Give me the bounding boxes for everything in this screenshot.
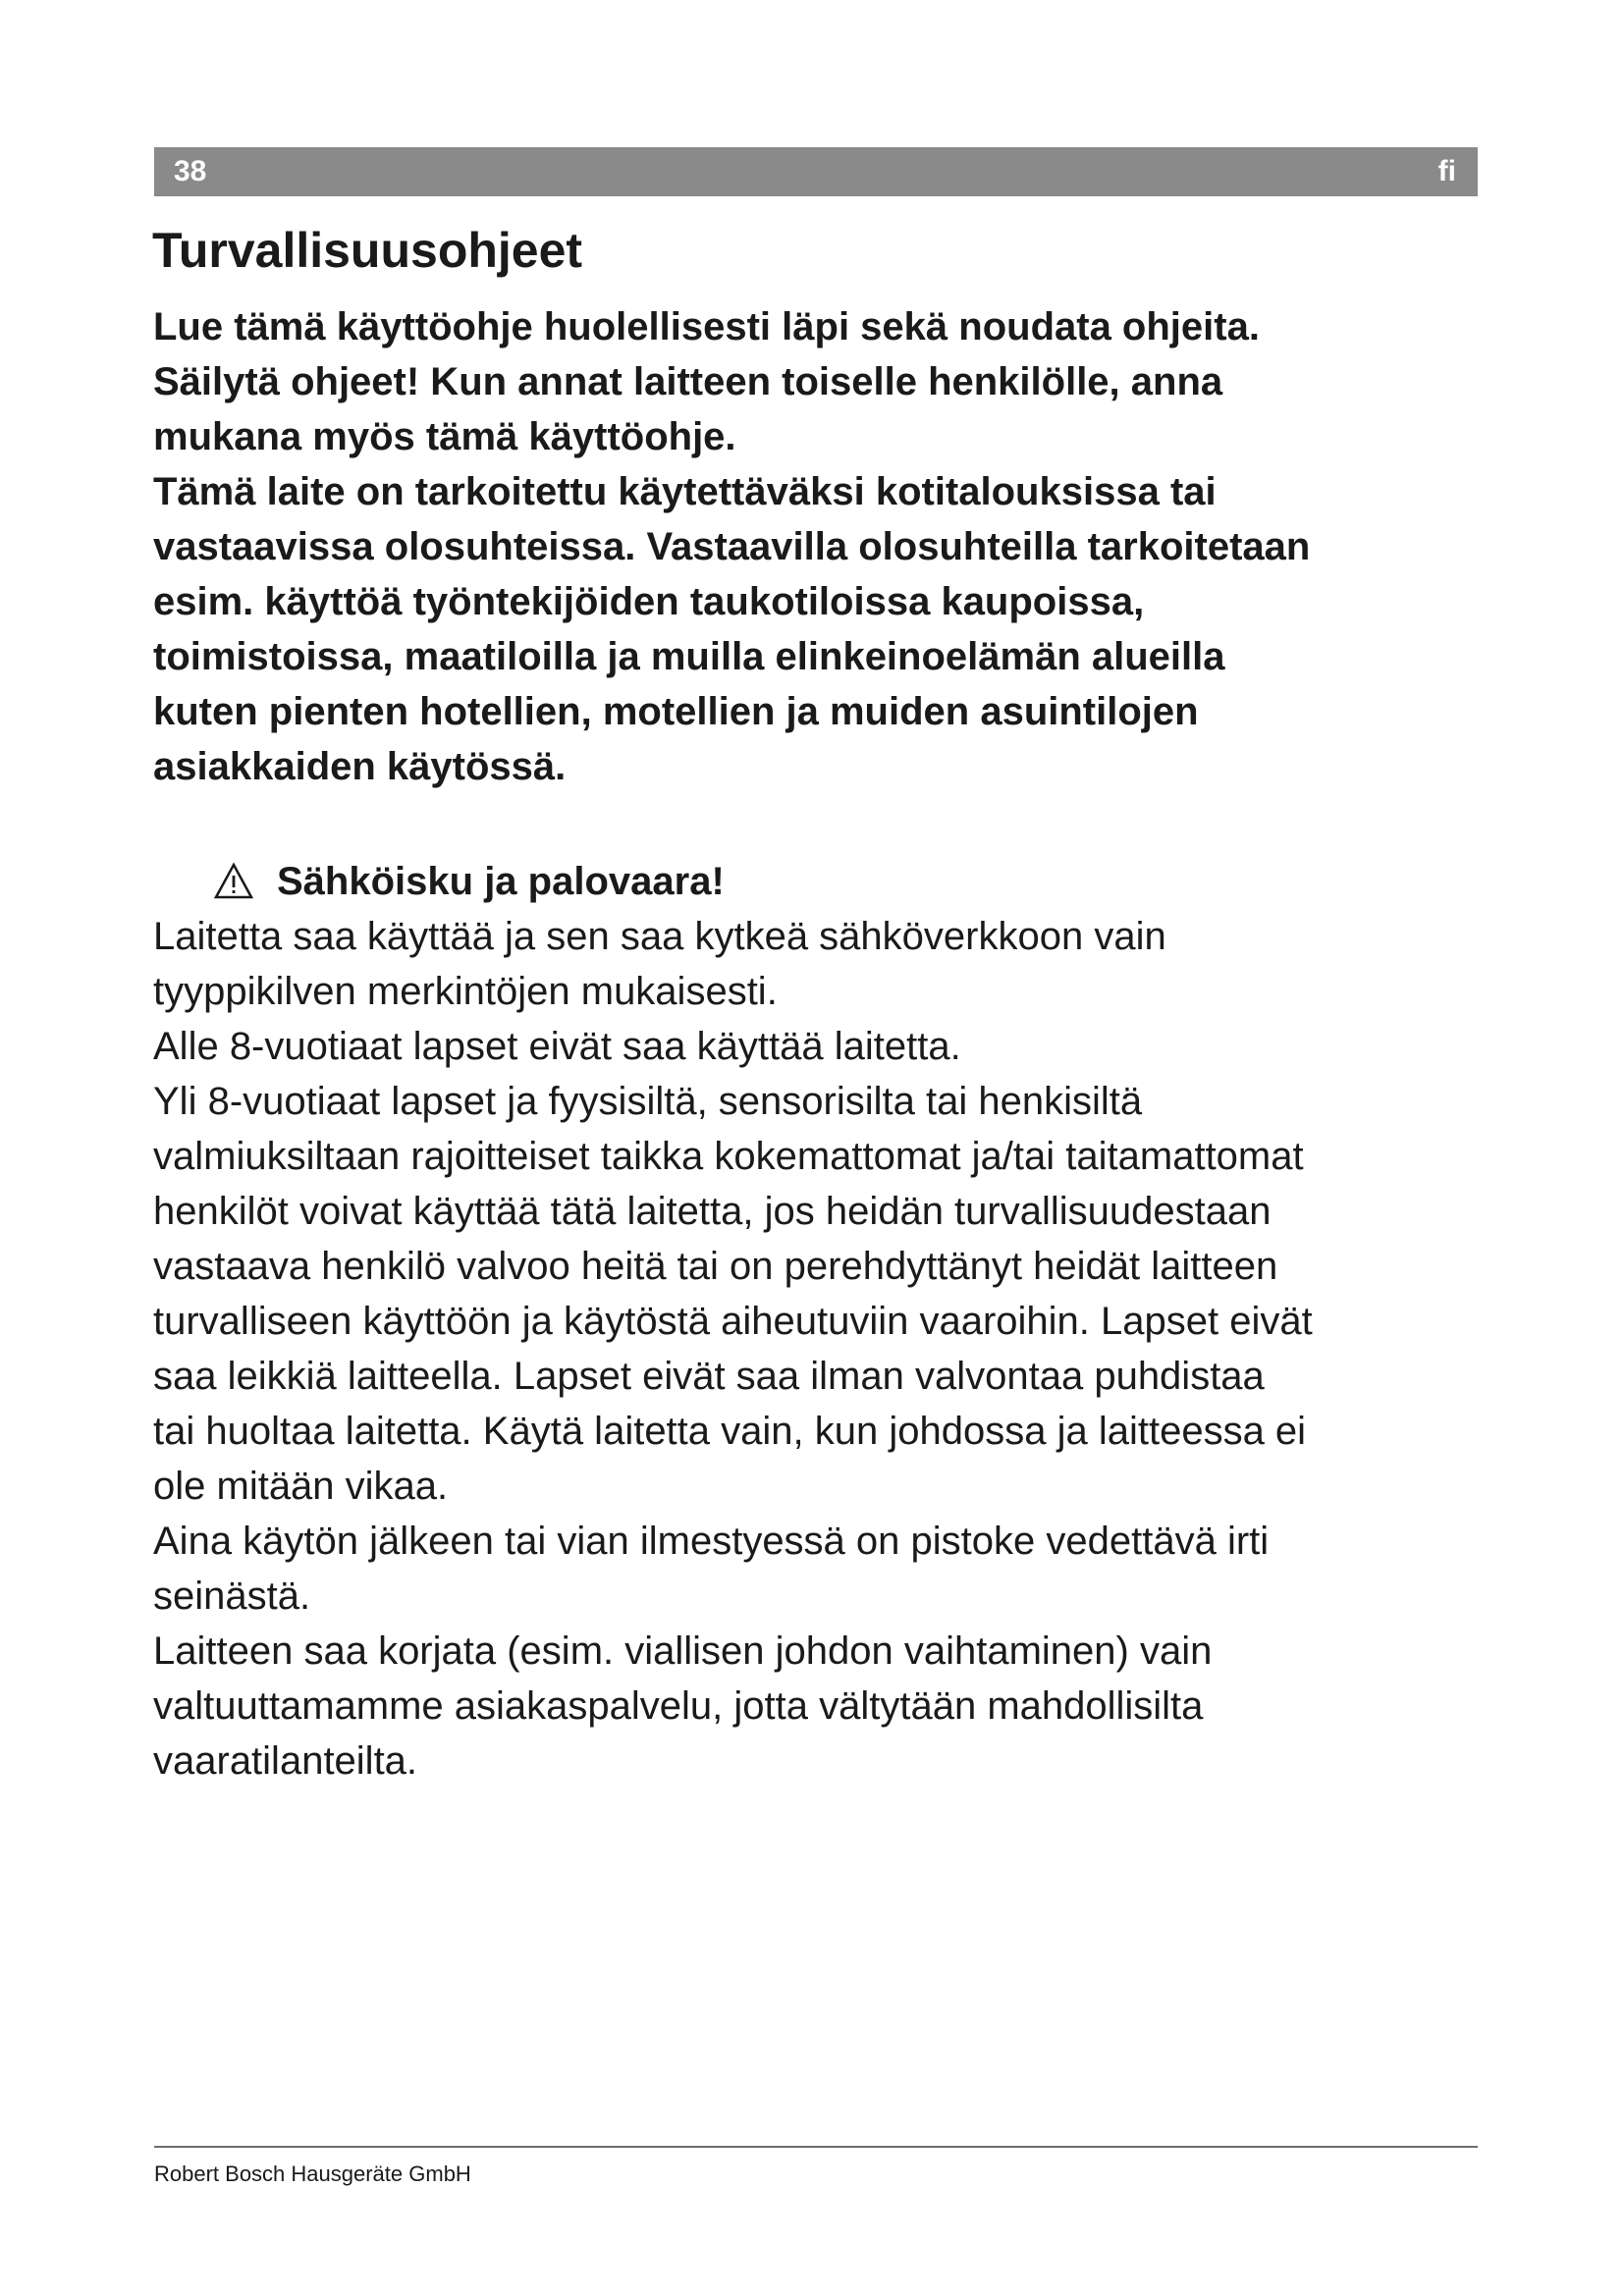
intro-line: Tämä laite on tarkoitettu käytettäväksi kotitalouksissa tai — [153, 470, 1217, 513]
warning-section — [153, 854, 1489, 1789]
warning-line: Laitetta saa käyttää ja sen saa kytkeä sähköverkkoon vain — [153, 915, 1166, 958]
intro-line: kuten pienten hotellien, motellien ja muiden asuintilojen — [153, 690, 1199, 733]
warning-line: saa leikkiä laitteella. Lapset eivät saa ilman valvontaa puhdistaa — [153, 1355, 1265, 1398]
page-header-bar — [154, 147, 1478, 196]
page-title: Turvallisuusohjeet — [152, 223, 583, 278]
warning-line: Yli 8-vuotiaat lapset ja fyysisiltä, sensorisilta tai henkisiltä — [153, 1080, 1143, 1123]
warning-line: turvalliseen käyttöön ja käytöstä aiheutuviin vaaroihin. Lapset eivät — [153, 1300, 1313, 1343]
intro-section — [153, 299, 1489, 794]
warning-line: tai huoltaa laitetta. Käytä laitetta vain, kun johdossa ja laitteessa ei — [153, 1410, 1307, 1453]
intro-line: Säilytä ohjeet! Kun annat laitteen toiselle henkilölle, anna — [153, 360, 1223, 403]
warning-body — [153, 909, 1489, 1789]
warning-line: Aina käytön jälkeen tai vian ilmestyessä on pistoke vedettävä irti — [153, 1520, 1270, 1563]
intro-line: toimistoissa, maatiloilla ja muilla elinkeinoelämän alueilla — [153, 635, 1225, 678]
intro-line: esim. käyttöä työntekijöiden taukotiloissa kaupoissa, — [153, 580, 1145, 623]
warning-line: henkilöt voivat käyttää tätä laitetta, jos heidän turvallisuudestaan — [153, 1190, 1272, 1233]
warning-triangle-icon — [214, 862, 253, 901]
intro-line: Lue tämä käyttöohje huolellisesti läpi sekä noudata ohjeita. — [153, 305, 1260, 348]
page-number: 38 — [174, 155, 207, 187]
warning-line: vastaava henkilö valvoo heitä tai on perehdyttänyt heidät laitteen — [153, 1245, 1278, 1288]
warning-line: valmiuksiltaan rajoitteiset taikka kokemattomat ja/tai taitamattomat — [153, 1135, 1304, 1178]
footer-divider — [154, 2146, 1478, 2148]
warning-line: Laitteen saa korjata (esim. viallisen johdon vaihtaminen) vain — [153, 1629, 1213, 1673]
warning-heading — [214, 854, 1489, 909]
warning-line: valtuuttamamme asiakaspalvelu, jotta vältytään mahdollisilta — [153, 1684, 1204, 1728]
warning-line: seinästä. — [153, 1575, 311, 1618]
warning-line: tyyppikilven merkintöjen mukaisesti. — [153, 970, 778, 1013]
intro-line: asiakkaiden käytössä. — [153, 745, 567, 788]
intro-line: mukana myös tämä käyttöohje. — [153, 415, 736, 458]
warning-line: ole mitään vikaa. — [153, 1465, 449, 1508]
warning-line: vaaratilanteilta. — [153, 1739, 418, 1783]
footer-company: Robert Bosch Hausgeräte GmbH — [154, 2162, 471, 2186]
warning-title: Sähköisku ja palovaara! — [277, 859, 725, 903]
warning-line: Alle 8-vuotiaat lapset eivät saa käyttää laitetta. — [153, 1025, 961, 1068]
language-code: fi — [1437, 155, 1456, 187]
intro-line: vastaavissa olosuhteissa. Vastaavilla olosuhteilla tarkoitetaan — [153, 525, 1311, 568]
